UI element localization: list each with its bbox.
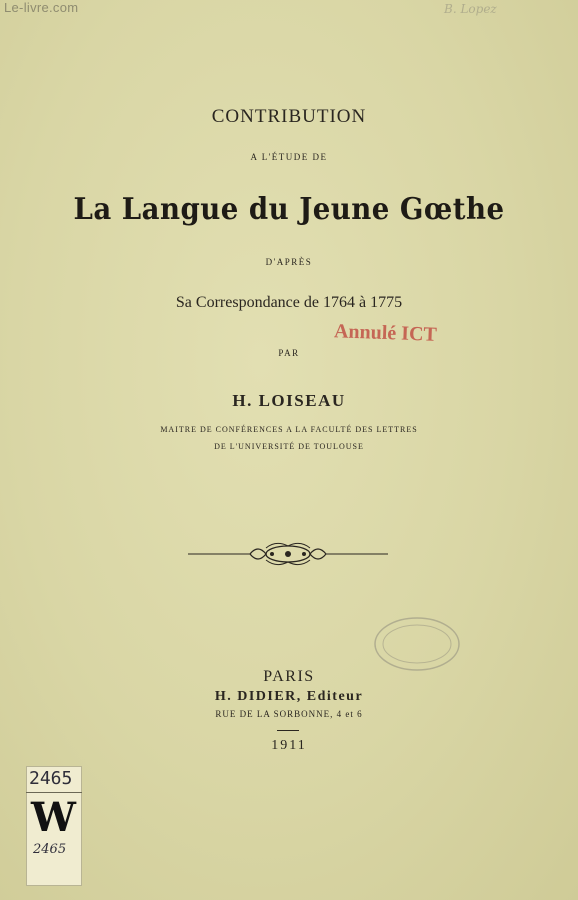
par-line: PAR bbox=[278, 348, 300, 358]
ornament-divider-icon bbox=[188, 536, 388, 572]
divider-dash bbox=[277, 730, 299, 731]
affiliation-line-1: MAITRE DE CONFÉRENCES A LA FACULTÉ DES LETTRES bbox=[160, 425, 418, 434]
label-handwritten-number: 2465 bbox=[33, 842, 67, 857]
library-stamp-icon bbox=[372, 614, 462, 674]
publisher-address: RUE DE LA SORBONNE, 4 et 6 bbox=[215, 709, 363, 719]
publication-year: 1911 bbox=[271, 738, 307, 753]
label-number: 2465 bbox=[29, 768, 73, 789]
dapres-line: D'APRÈS bbox=[265, 257, 313, 267]
etude-line: A L'ÉTUDE DE bbox=[250, 152, 328, 162]
publication-city: PARIS bbox=[263, 668, 315, 685]
annule-stamp: Annulé ICT bbox=[333, 320, 438, 346]
affiliation-line-2: DE L'UNIVERSITÉ DE TOULOUSE bbox=[214, 442, 364, 451]
subtitle: Sa Correspondance de 1764 à 1775 bbox=[175, 294, 403, 311]
main-title: La Langue du Jeune Gœthe bbox=[73, 192, 505, 227]
label-letter: W bbox=[31, 794, 76, 841]
label-divider bbox=[26, 792, 82, 793]
watermark: Le-livre.com bbox=[4, 0, 79, 15]
handwritten-note: B. Lopez bbox=[444, 2, 497, 16]
contribution-heading: CONTRIBUTION bbox=[211, 106, 367, 127]
publisher-name: H. DIDIER, Editeur bbox=[214, 689, 364, 704]
author-name: H. LOISEAU bbox=[232, 391, 346, 410]
